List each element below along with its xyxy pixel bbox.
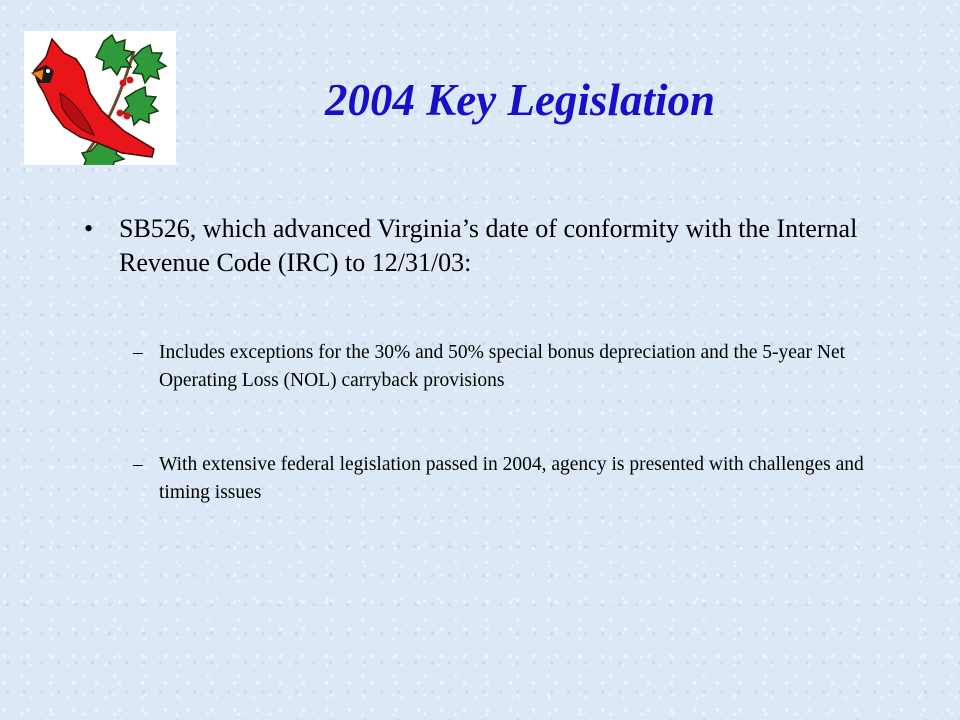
bullet-text: SB526, which advanced Virginia’s date of conformity with the Internal Revenue Code (IRC) to 12/31/03:: [119, 214, 858, 277]
cardinal-logo: [24, 31, 176, 165]
dash-icon: –: [133, 342, 143, 363]
bullet-icon: •: [84, 214, 94, 243]
dash-icon: –: [133, 454, 143, 475]
sub-bullet-text: Includes exceptions for the 30% and 50% special bonus depreciation and the 5-year Net Operating Loss (NOL) carryback provisions: [159, 342, 846, 391]
sub-bullet-text: With extensive federal legislation passed in 2004, agency is presented with challenges and timing issues: [159, 454, 864, 503]
cardinal-holly-icon: [24, 31, 176, 165]
slide-title: 2004 Key Legislation: [325, 75, 715, 125]
